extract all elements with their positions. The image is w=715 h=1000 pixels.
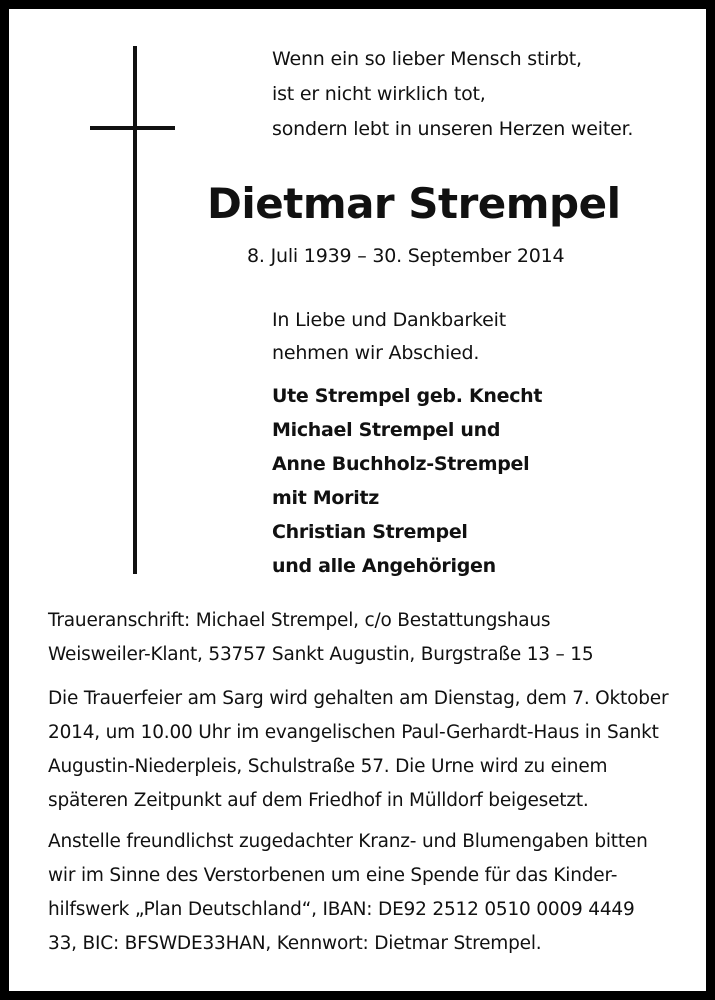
farewell-text xyxy=(272,304,506,370)
verse-line: sondern lebt in unseren Herzen weiter. xyxy=(272,118,634,140)
mourners-list xyxy=(272,379,542,583)
address-line: Traueranschrift: Michael Strempel, c/o Bestattungshaus xyxy=(48,610,551,631)
donation-line: hilfswerk „Plan Deutschland“, IBAN: DE92 2512 0510 0009 4449 xyxy=(48,899,635,920)
deceased-name: Dietmar Strempel xyxy=(207,179,621,228)
cross-horizontal-bar xyxy=(90,126,175,130)
verse-line: Wenn ein so lieber Mensch stirbt, xyxy=(272,48,582,70)
donation-line: Anstelle freundlichst zugedachter Kranz- und Blumengaben bitten xyxy=(48,831,648,852)
service-line: späteren Zeitpunkt auf dem Friedhof in Mülldorf beigesetzt. xyxy=(48,790,589,811)
mourner-line: Christian Strempel xyxy=(272,521,468,543)
service-line: Augustin-Niederpleis, Schulstraße 57. Die Urne wird zu einem xyxy=(48,756,608,777)
life-dates: 8. Juli 1939 – 30. September 2014 xyxy=(247,245,565,267)
funeral-service-info xyxy=(48,682,669,818)
address-line: Weisweiler-Klant, 53757 Sankt Augustin, Burgstraße 13 – 15 xyxy=(48,644,594,665)
service-line: Die Trauerfeier am Sarg wird gehalten am Dienstag, dem 7. Oktober xyxy=(48,688,669,709)
mourner-line: Ute Strempel geb. Knecht xyxy=(272,385,543,407)
mourning-address xyxy=(48,604,666,672)
farewell-line: In Liebe und Dankbarkeit xyxy=(272,309,506,331)
mourner-line: mit Moritz xyxy=(272,487,379,509)
memorial-verse xyxy=(272,42,633,147)
mourner-line: und alle Angehörigen xyxy=(272,555,496,577)
donation-request xyxy=(48,825,666,961)
mourner-line: Anne Buchholz-Strempel xyxy=(272,453,530,475)
farewell-line: nehmen wir Abschied. xyxy=(272,342,480,364)
donation-line: wir im Sinne des Verstorbenen um eine Spende für das Kinder- xyxy=(48,865,618,886)
donation-line: 33, BIC: BFSWDE33HAN, Kennwort: Dietmar Strempel. xyxy=(48,933,542,954)
verse-line: ist er nicht wirklich tot, xyxy=(272,83,486,105)
service-line: 2014, um 10.00 Uhr im evangelischen Paul-Gerhardt-Haus in Sankt xyxy=(48,722,659,743)
mourner-line: Michael Strempel und xyxy=(272,419,501,441)
